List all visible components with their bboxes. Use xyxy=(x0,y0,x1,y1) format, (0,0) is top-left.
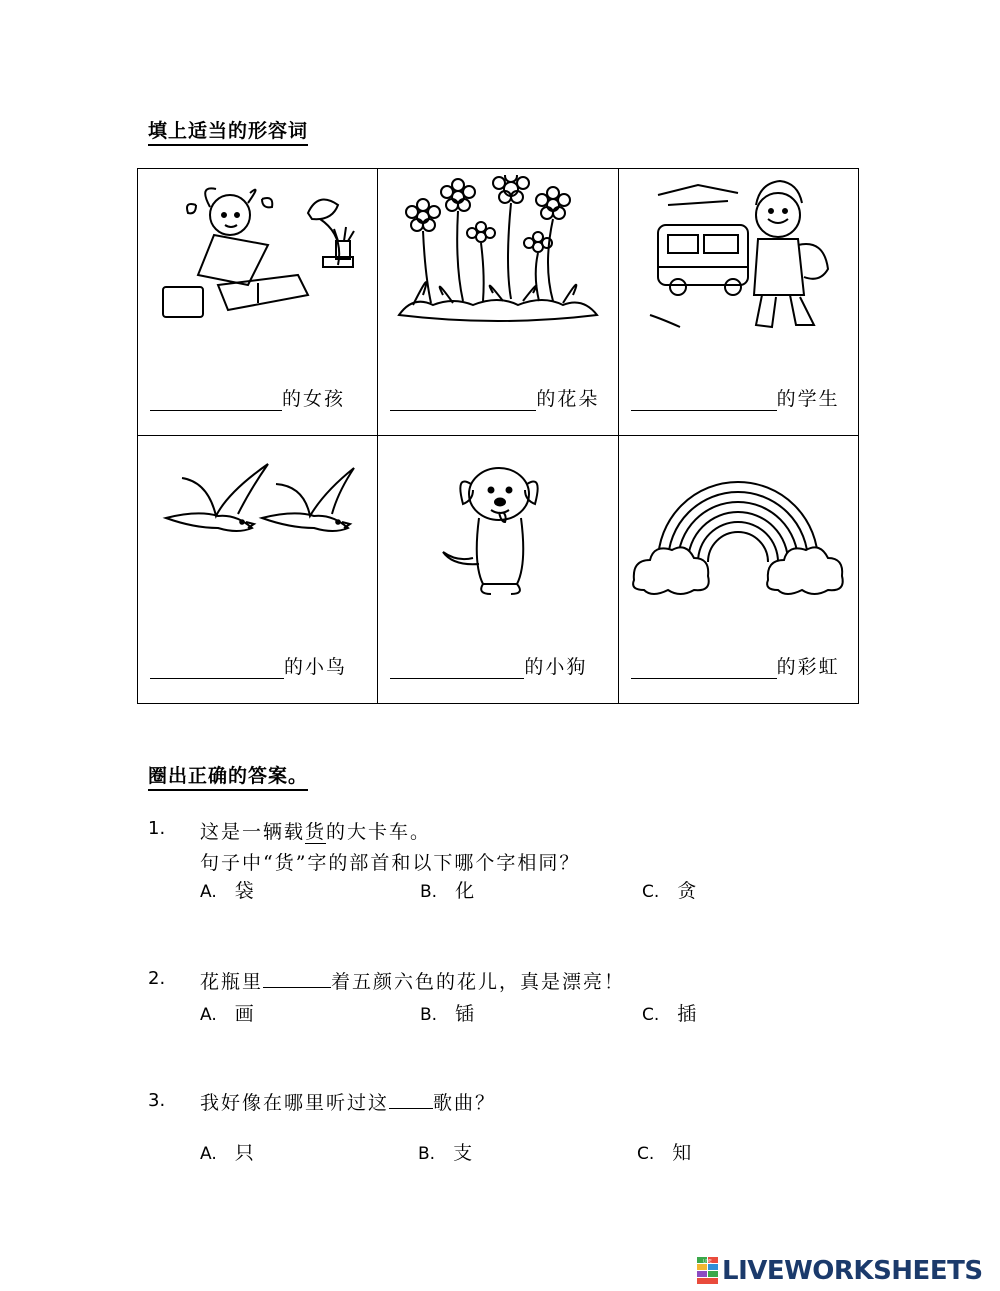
rainbow-icon xyxy=(628,452,848,602)
girl-reading-icon xyxy=(158,175,358,335)
option-letter: A. xyxy=(200,1005,217,1025)
option-text: 画 xyxy=(234,1003,254,1025)
section-heading-choose: 圈出正确的答案。 xyxy=(148,765,308,791)
option-b[interactable] xyxy=(418,1138,472,1165)
question-text: 歌曲？ xyxy=(433,1092,497,1114)
caption-flowers xyxy=(390,384,611,411)
question-text: 花瓶里 xyxy=(200,971,264,993)
option-text: 贪 xyxy=(677,880,697,902)
grid-cell-puppy xyxy=(378,436,618,704)
caption-puppy xyxy=(390,652,611,679)
answer-blank[interactable] xyxy=(150,660,284,679)
option-letter: A. xyxy=(200,882,217,902)
question-1-line2: 句子中“货”字的部首和以下哪个字相同？ xyxy=(200,852,581,874)
question-text: 着五颜六色的花儿，真是漂亮！ xyxy=(331,971,626,993)
option-c[interactable] xyxy=(637,1138,691,1165)
answer-blank[interactable] xyxy=(390,660,524,679)
answer-blank[interactable] xyxy=(150,392,282,411)
option-a[interactable] xyxy=(200,1138,254,1165)
answer-blank[interactable] xyxy=(631,660,777,679)
option-letter: C. xyxy=(642,882,660,902)
flowers-icon xyxy=(393,175,603,335)
option-b[interactable] xyxy=(420,999,474,1026)
caption-text: 的小狗 xyxy=(524,656,588,678)
option-letter: B. xyxy=(420,882,438,902)
option-text: 支 xyxy=(453,1142,473,1164)
answer-blank[interactable] xyxy=(263,971,331,988)
caption-text: 的学生 xyxy=(776,388,840,410)
caption-girl xyxy=(150,384,371,411)
question-number: 2. xyxy=(148,968,166,989)
logo-text: LIVEWORKSHEETS xyxy=(722,1256,983,1286)
caption-student xyxy=(631,384,852,411)
option-text: 袋 xyxy=(234,880,254,902)
question-number: 1. xyxy=(148,818,166,839)
option-text: 化 xyxy=(455,880,475,902)
answer-blank[interactable] xyxy=(389,1092,433,1109)
option-c[interactable] xyxy=(642,999,696,1026)
question-2-line xyxy=(200,967,625,994)
option-text: 知 xyxy=(672,1142,692,1164)
option-text: 插 xyxy=(677,1003,697,1025)
answer-blank[interactable] xyxy=(390,392,536,411)
question-text: 的大卡车。 xyxy=(326,821,432,843)
question-number: 3. xyxy=(148,1090,166,1111)
option-a[interactable] xyxy=(200,876,254,903)
option-text: 锸 xyxy=(455,1003,475,1025)
option-c[interactable] xyxy=(642,876,696,903)
option-letter: C. xyxy=(637,1144,655,1164)
option-letter: B. xyxy=(418,1144,436,1164)
question-1-line1 xyxy=(200,817,431,844)
caption-text: 的彩虹 xyxy=(776,656,840,678)
grid-cell-student xyxy=(618,169,858,436)
option-letter: C. xyxy=(642,1005,660,1025)
caption-text: 的女孩 xyxy=(282,388,346,410)
grid-cell-rainbow xyxy=(618,436,858,704)
option-text: 只 xyxy=(234,1142,254,1164)
grid-cell-birds xyxy=(138,436,378,704)
picture-grid xyxy=(137,168,859,704)
liveworksheets-logo[interactable] xyxy=(697,1256,983,1286)
option-b[interactable] xyxy=(420,876,474,903)
caption-rainbow xyxy=(631,652,852,679)
answer-blank[interactable] xyxy=(631,392,777,411)
live-badge-icon xyxy=(697,1257,719,1285)
caption-birds xyxy=(150,652,371,679)
puppy-icon xyxy=(433,454,563,604)
question-text: 我好像在哪里听过这 xyxy=(200,1092,390,1114)
option-a[interactable] xyxy=(200,999,254,1026)
birds-icon xyxy=(158,458,358,558)
grid-cell-flowers xyxy=(378,169,618,436)
grid-cell-girl xyxy=(138,169,378,436)
caption-text: 的花朵 xyxy=(536,388,600,410)
logo-badge-text: LIVE xyxy=(703,1258,712,1264)
underlined-character: 货 xyxy=(305,821,327,843)
student-bus-icon xyxy=(638,175,838,340)
caption-text: 的小鸟 xyxy=(284,656,348,678)
question-3-line xyxy=(200,1088,496,1115)
option-letter: A. xyxy=(200,1144,217,1164)
option-letter: B. xyxy=(420,1005,438,1025)
question-text: 这是一辆载 xyxy=(200,821,306,843)
section-heading-adjectives: 填上适当的形容词 xyxy=(148,120,308,146)
